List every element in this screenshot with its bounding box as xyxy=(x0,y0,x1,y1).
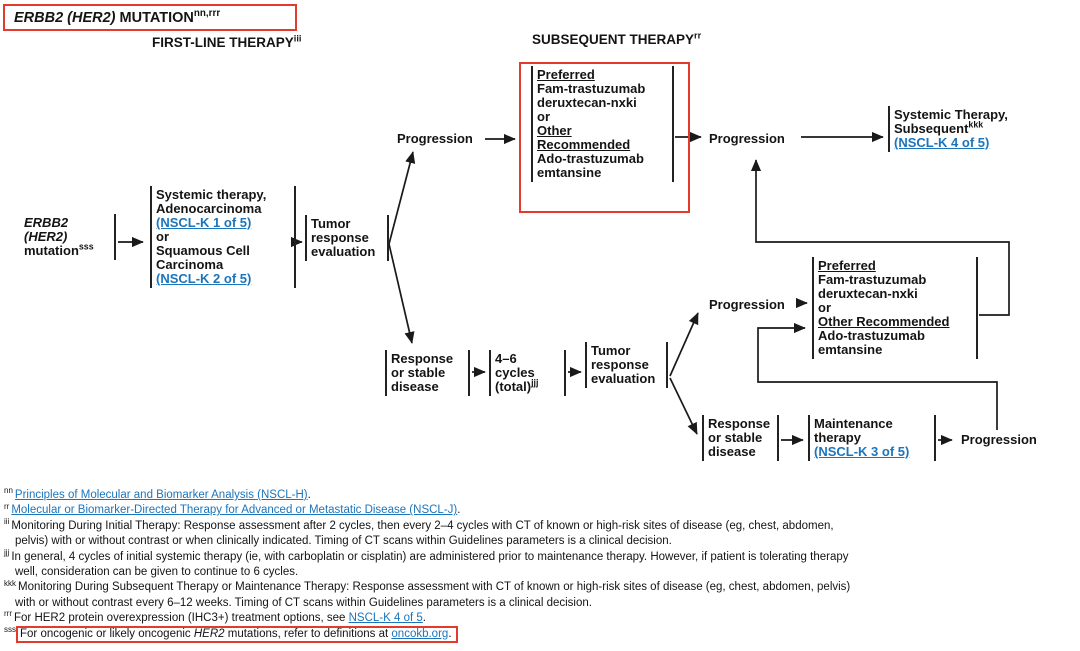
superscript-marker: jjj xyxy=(531,377,539,388)
text: disease xyxy=(391,379,439,394)
text: 4–6 xyxy=(495,351,517,366)
text: well, consideration can be given to continue to 6 cycles. xyxy=(15,566,299,579)
footnote-line xyxy=(4,534,1078,549)
text: ERBB2 xyxy=(24,215,69,230)
text: therapy xyxy=(814,430,861,445)
text: or xyxy=(818,300,831,315)
node-progression-4 xyxy=(957,431,1041,449)
text: Other xyxy=(537,123,572,138)
footnote-marker: rr xyxy=(4,501,10,511)
node-progression-2 xyxy=(705,130,789,148)
text: . xyxy=(457,504,461,517)
footnote-marker: rrr xyxy=(4,609,12,619)
text: emtansine xyxy=(818,342,883,357)
node-response-or-stable-disease-1 xyxy=(385,350,470,396)
node-4-6-cycles-total xyxy=(489,350,566,396)
footnote-line xyxy=(4,580,1078,595)
text: Preferred xyxy=(818,258,876,273)
text: evaluation xyxy=(311,244,376,259)
node-maintenance-therapy xyxy=(808,415,936,461)
text: For HER2 protein overexpression (IHC3+) treatment options, see xyxy=(14,612,349,625)
text: Progression xyxy=(961,432,1037,447)
footnote-marker: iii xyxy=(4,516,10,526)
text: disease xyxy=(708,444,756,459)
footnote-line xyxy=(4,503,1078,518)
text: For oncogenic or likely oncogenic xyxy=(20,627,194,640)
text: pelvis) with or without contrast or when clinically indicated. Timing of CT scans within Guidelines parameters is a clinical decision. xyxy=(15,535,672,548)
footnote-line xyxy=(4,596,1078,611)
text: Recommended xyxy=(537,137,631,152)
text: Maintenance xyxy=(814,416,893,431)
footnote-line xyxy=(4,624,1078,642)
text: deruxtecan-nxki xyxy=(537,95,637,110)
text: Ado-trastuzumab xyxy=(537,151,644,166)
text: Fam-trastuzumab xyxy=(537,81,646,96)
text: (HER2) xyxy=(24,229,68,244)
nscl-k-4-of-5-link[interactable]: (NSCL-K 4 of 5) xyxy=(894,135,990,150)
superscript-marker: kkk xyxy=(968,119,984,130)
text: deruxtecan-nxki xyxy=(818,286,918,301)
text: Monitoring During Initial Therapy: Response assessment after 2 cycles, then every 2–4 cycles with CT of known or high-risk sites of disease (eg, chest, abdomen, xyxy=(11,519,834,532)
text: evaluation xyxy=(591,371,656,386)
text: . xyxy=(448,627,452,640)
node-systemic-therapy-subsequent xyxy=(888,106,1018,152)
footnote-line xyxy=(4,565,1078,580)
footnotes xyxy=(4,488,1078,642)
title-highlight-box xyxy=(3,4,297,31)
footnote-marker: kkk xyxy=(4,578,16,588)
text: Other Recommended xyxy=(818,314,950,329)
text: Response xyxy=(708,416,771,431)
footnote-marker: sss xyxy=(4,624,16,634)
text: response xyxy=(591,357,649,372)
text: or xyxy=(156,229,169,244)
node-tumor-response-evaluation-1 xyxy=(305,215,389,261)
footnote-line xyxy=(4,488,1078,503)
nscl-j-link[interactable]: Molecular or Biomarker-Directed Therapy for Advanced or Metastatic Disease (NSCL-J) xyxy=(11,504,458,517)
oncokb-link[interactable]: oncokb.org xyxy=(391,627,449,640)
text: or stable xyxy=(708,430,763,445)
node-preferred-subsequent-regimen-2 xyxy=(812,257,978,359)
text: . xyxy=(422,612,426,625)
text: Response xyxy=(391,351,454,366)
node-preferred-subsequent-regimen-1 xyxy=(531,66,674,182)
branch-tumor2-to-progression3 xyxy=(670,313,698,376)
superscript-marker: sss xyxy=(78,241,94,252)
text: mutations, refer to definitions at xyxy=(224,627,392,640)
text: cycles xyxy=(495,365,535,380)
text: Ado-trastuzumab xyxy=(818,328,925,343)
nscl-h-link[interactable]: Principles of Molecular and Biomarker Analysis (NSCL-H) xyxy=(14,489,308,501)
text: Tumor xyxy=(591,343,631,358)
node-tumor-response-evaluation-2 xyxy=(585,342,668,388)
text: HER2 xyxy=(193,627,225,640)
text: . xyxy=(307,489,311,501)
node-progression-1 xyxy=(393,130,477,148)
footnote-highlight-box xyxy=(16,626,458,643)
text: Tumor xyxy=(311,216,351,231)
text: Systemic therapy, xyxy=(156,187,267,202)
first-line-therapy-header: FIRST-LINE THERAPY$^{iii}$ xyxy=(152,33,302,50)
branch-tumor1-to-response1 xyxy=(389,244,412,343)
node-erbb2-her2-mutation xyxy=(20,214,116,260)
footnote-line xyxy=(4,516,1078,534)
text: Systemic Therapy, xyxy=(894,107,1008,122)
node-response-or-stable-disease-2 xyxy=(702,415,779,461)
text: emtansine xyxy=(537,165,602,180)
text: Fam-trastuzumab xyxy=(818,272,927,287)
text: response xyxy=(311,230,369,245)
text: Adenocarcinoma xyxy=(156,201,262,216)
subsequent-therapy-header: SUBSEQUENT $THERAPY^{rr}$ xyxy=(532,30,702,47)
text: or xyxy=(537,109,550,124)
text: Squamous Cell xyxy=(156,243,250,258)
text: mutation xyxy=(24,243,79,258)
text: Progression xyxy=(397,131,473,146)
nscl-k-3-of-5-link[interactable]: (NSCL-K 3 of 5) xyxy=(814,444,910,459)
footnote-marker: nn xyxy=(4,486,13,496)
branch-tumor2-to-response2 xyxy=(670,378,697,434)
branch-tumor1-to-progression1 xyxy=(389,152,413,244)
footnote-line xyxy=(4,611,1078,626)
text: Monitoring During Subsequent Therapy or Maintenance Therapy: Response assessment with CT of known or high-risk sites of disease (eg, chest, abdomen, pelvis) xyxy=(18,581,851,594)
page-title: ERBB2 (HER2) $MUTATION^{nn,rrr}$ xyxy=(14,7,221,26)
text: In general, 4 cycles of initial systemic therapy (ie, with carboplatin or cisplatin) are administered prior to maintenance therapy. However, if patient is tolerating therapy xyxy=(11,550,849,563)
footnote-line xyxy=(4,547,1078,565)
text: Subsequent xyxy=(894,121,969,136)
node-first-line-systemic-therapy xyxy=(150,186,296,288)
text: Progression xyxy=(709,297,785,312)
text: with or without contrast every 6–12 weeks. Timing of CT scans within Guidelines parameters is a clinical decision. xyxy=(15,596,592,609)
text: Progression xyxy=(709,131,785,146)
footnote-marker: jjj xyxy=(4,547,10,557)
nscl-k-4-of-5-footnote-link[interactable]: NSCL-K 4 of 5 xyxy=(348,612,423,625)
text: Preferred xyxy=(537,67,595,82)
text: or stable xyxy=(391,365,446,380)
nscl-k-1-of-5-link[interactable]: (NSCL-K 1 of 5) xyxy=(156,215,252,230)
text: Carcinoma xyxy=(156,257,224,272)
nscl-k-2-of-5-link[interactable]: (NSCL-K 2 of 5) xyxy=(156,271,252,286)
text: (total) xyxy=(495,379,532,394)
node-progression-3 xyxy=(705,296,789,314)
